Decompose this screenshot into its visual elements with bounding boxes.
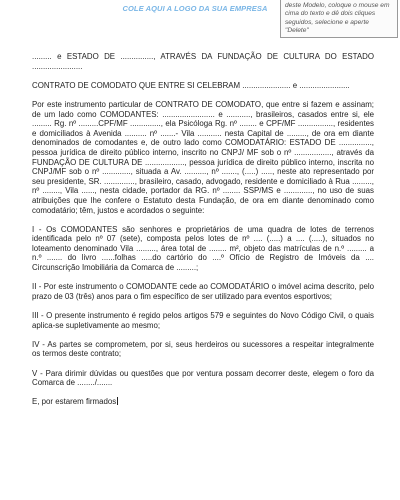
text-cursor [117, 397, 118, 405]
clause-4: IV - As partes se comprometem, por si, seus herdeiros ou sucessores a respeitar integralmente os termos deste contrato; [32, 339, 374, 359]
contract-body[interactable] [32, 52, 374, 417]
closing-line[interactable] [32, 397, 374, 407]
clause-2: II - Por este instrumento o COMODANTE cede ao COMODATÁRIO o imóvel acima descrito, pelo prazo de 03 (três) anos para o fim específico de ser utilizado para eventos esportivos; [32, 282, 374, 301]
clause-5: V - Para dirimir dúvidas ou questões que por ventura possam decorrer deste, elegem o foro da Comarca de ......../....... [32, 368, 374, 388]
party-heading: ......... e ESTADO DE ..............., ATRAVÉS DA FUNDAÇÃO DE CULTURA DO ESTADO ....................... [32, 52, 374, 71]
preamble-paragraph: Por este instrumento particular de CONTRATO DE COMODATO, que entre si fazem e assinam; de um lado como COMODANTES: ........................ e ..........., brasileiros, casados entre si, ele ......... Rg. nº .........CPF/MF .............., ela Psicóloga Rg. nº ........ e CPF/MF ................, residentes e domiciliados à Avenida .......... nº .......- Vila ........... nesta Capital de ........., de ora em diante denominados de comodantes e, de outro lado como COMODATÁRIO: ESTADO DE ..............., pessoa jurídica de direito público interno, inscrito no CNPJ/ MF sob o nº ................., através da FUNDAÇÃO DE CULTURA DE .................., pessoa jurídica de direito público interno, inscrita no CNPJ/MF sob o nº ............., situada a Av. .........., nº ......., (.....) ....., neste ato representado por seu presidente, SR. .............., brasileiro, casado, advogado, residente e domiciliado à Rua ........., nº ........, Vila ......, nesta cidade, portador da RG. nº ........ SSP/MS e ............., no uso de suas atribuições que lhe confere o Estatuto desta Fundação, de ora em diante denominado como comodatário; têm, justos e acordados o seguinte: [32, 99, 374, 215]
contract-title: CONTRATO DE COMODATO QUE ENTRE SI CELEBRAM ...................... e ....................... [32, 80, 350, 90]
closing-text: E, por estarem firmados [32, 397, 117, 407]
instruction-tooltip: deste Modelo, coloque o mouse em cima do texto e dê dois cliques seguidos, selecione e aperte "Delete" [280, 0, 398, 38]
clause-1: I - Os COMODANTES são senhores e proprietários de uma quadra de lotes de terrenos identificada pelo nº 07 (sete), composta pelos lotes de nº .... (.....) a .... (.....), situados no loteamento denominado Vila ........., área total de ........ m², objeto das matrículas de n.º ......... a n.º ....... do livro ......folhas .....do cartório do ....º Ofício de Registro de Imóveis da .... Circunscrição Imobiliária da Comarca de .........; [32, 224, 374, 273]
clause-3: III - O presente instrumento é regido pelos artigos 579 e seguintes do Novo Código Civil, o quais aplica-se supletivamente ao mesmo; [32, 311, 374, 330]
logo-placeholder[interactable]: COLE AQUI A LOGO DA SUA EMPRESA [122, 3, 268, 13]
